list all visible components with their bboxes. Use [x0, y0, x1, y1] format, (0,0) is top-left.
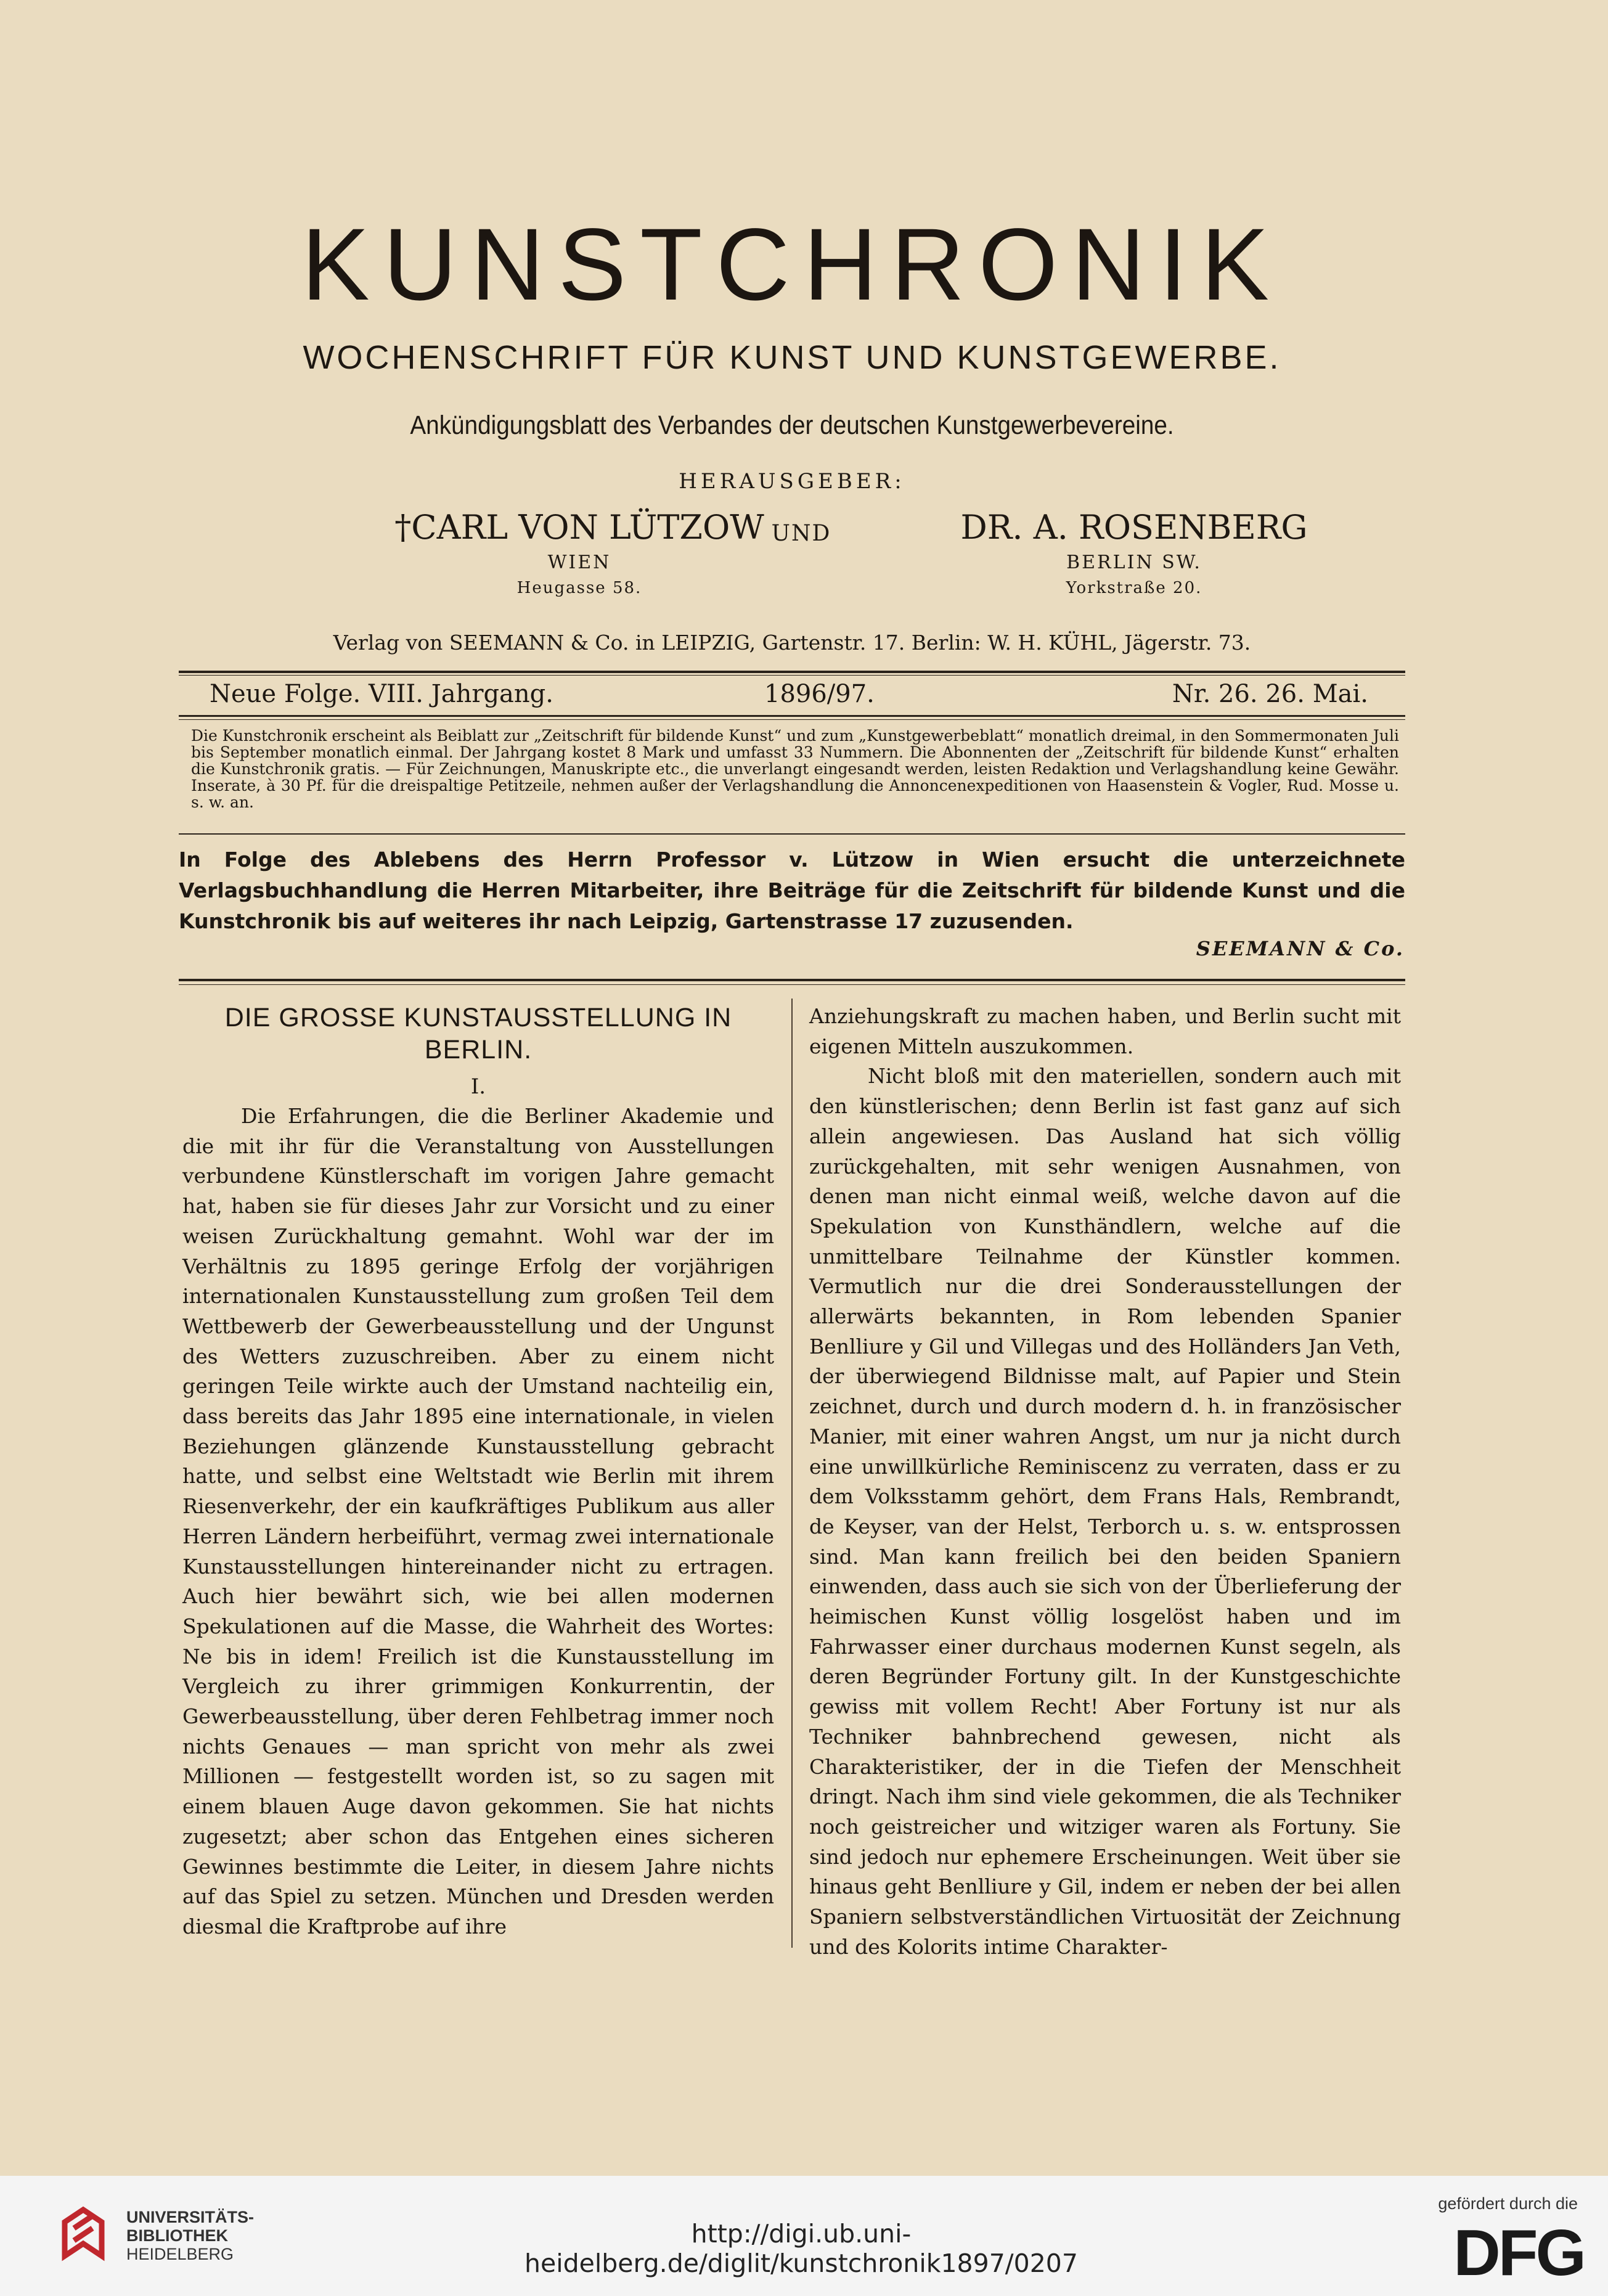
issue-year: 1896/97. [764, 680, 875, 708]
announcement-line: Ankündigungsblatt des Verbandes der deutschen Kunstgewerbevereine. [410, 411, 1174, 440]
university-library-logo-icon [59, 2200, 117, 2268]
article-paragraph: Anziehungskraft zu machen haben, und Berlin sucht mit eigenen Mitteln auszukommen. [809, 1004, 1401, 1058]
digitization-footer [0, 2176, 1608, 2296]
editor-conjunction: UND [771, 521, 831, 546]
editors-label: HERAUSGEBER: [679, 469, 905, 494]
masthead-subtitle: WOCHENSCHRIFT FÜR KUNST UND KUNSTGEWERBE. [303, 339, 1281, 376]
publisher-line: Verlag von SEEMANN & Co. in LEIPZIG, Gartenstr. 17. Berlin: W. H. KÜHL, Jägerstr. 73. [333, 631, 1251, 655]
masthead-title: KUNSTCHRONIK [301, 208, 1283, 322]
editor-right-street: Yorkstraße 20. [1066, 579, 1202, 597]
issue-rule-thin [179, 719, 1405, 720]
article-title: DIE GROSSE KUNSTAUSSTELLUNG IN BERLIN. [224, 1003, 732, 1064]
article-section-number: I. [470, 1074, 486, 1099]
issue-rule-thick [179, 715, 1405, 717]
issue-line [179, 676, 1405, 713]
header-rule-top [179, 671, 1405, 673]
subscription-notice: Die Kunstchronik erscheint als Beiblatt zur „Zeitschrift für bildende Kunst“ und zum „Kunstgewerbeblatt“ monatlich dreimal, in den Sommermonaten Juli bis September monatlich einmal. Der Jahrgang kostet 8 Mark und umfasst 33 Nummern. Die Abonnenten der „Zeitschrift für bildende Kunst“ erhalten die Kunstchronik gratis. — Für Zeichnungen, Manuskripte etc., die unverlangt eingesandt werden, leisten Redaktion und Verlagshandlung keine Gewähr. Inserate, à 30 Pf. für die dreispaltige Petitzeile, nehmen außer der Verlagshandlung die Annoncenexpeditionen von Haasenstein & Vogler, Rud. Mosse u. s. w. an. [191, 727, 1399, 811]
issue-number: Nr. 26. 26. Mai. [1172, 680, 1368, 708]
editor-left-city: WIEN [547, 552, 611, 573]
dfg-logo: DFG [1453, 2216, 1584, 2289]
notice-rule [179, 833, 1405, 835]
article-paragraph: Die Erfahrungen, die die Berliner Akademie und die mit ihr für die Veranstaltung von Ausstellungen verbundene Künstlerschaft im vorigen Jahre gemacht hat, haben sie für dieses Jahr zur Vorsicht und zu einer weisen Zurückhaltung gemahnt. Wohl war der im Verhältnis zu 1895 geringe Erfolg der vorjährigen internationalen Kunstausstellung zum großen Teil dem Wettbewerb der Gewerbeausstellung und der Ungunst des Wetters zuzuschreiben. Aber zu einem nicht geringen Teile wirkte auch der Umstand nachteilig ein, dass bereits das Jahr 1895 eine internationale, in vielen Beziehungen glänzende Kunstausstellung gebracht hatte, und selbst eine Weltstadt wie Berlin mit ihrem Riesenverkehr, der ein kaufkräftiges Publikum aus aller Herren Ländern herbeiführt, vermag zwei internationale Kunstausstellungen hintereinander nicht zu ertragen. Auch hier bewährt sich, wie bei allen modernen Spekulationen auf die Masse, die Wahrheit des Wortes: Ne bis in idem! Freilich ist die Kunstausstellung im Vergleich zu ihrer grimmigen Konkurrentin, der Gewerbeausstellung, über deren Fehlbetrag immer noch nichts Genaues — man spricht von mehr als zwei Millionen — festgestellt worden ist, so zu sagen mit einem blauen Auge davon gekommen. Sie hat nichts zugesetzt; aber schon das Entgehen eines sicheren Gewinnes bestimmte die Leiter, in diesem Jahre nichts auf das Spiel zu setzen. München und Dresden werden diesmal die Kraftprobe auf ihre [182, 1104, 774, 1939]
editor-right-name: DR. A. ROSENBERG [960, 508, 1308, 547]
library-name-line2: BIBLIOTHEK [126, 2226, 228, 2245]
editor-left-name: †CARL VON LÜTZOW [394, 508, 764, 547]
article-column-right [809, 1002, 1401, 1963]
article-column-left [182, 1002, 774, 1942]
permalink-url[interactable]: http://digi.ub.uni-heidelberg.de/diglit/kunstchronik1897/0207 [524, 2219, 1078, 2278]
section-rule-thin [179, 984, 1405, 985]
publisher-signature: SEEMANN & Co. [1196, 937, 1405, 960]
library-name [126, 2208, 254, 2263]
funding-label: gefördert durch die [1438, 2194, 1578, 2213]
column-divider [791, 999, 793, 1948]
section-rule-thick [179, 979, 1405, 981]
editor-left [345, 505, 814, 600]
library-name-line3: HEIDELBERG [126, 2245, 234, 2263]
editor-left-street: Heugasse 58. [516, 579, 642, 597]
issue-series: Neue Folge. VIII. Jahrgang. [210, 680, 553, 708]
editor-right-city: BERLIN SW. [1066, 552, 1202, 573]
library-name-line1: UNIVERSITÄTS- [126, 2208, 255, 2226]
editor-right [900, 505, 1368, 600]
publisher-announcement: In Folge des Ablebens des Herrn Professor v. Lützow in Wien ersucht die unterzeichnete Verlagsbuchhandlung die Herren Mitarbeiter, ihre Beiträge für die Zeitschrift für bildende Kunst und die Kunstchronik bis auf weiteres ihr nach Leipzig, Gartenstrasse 17 zuzusenden. [179, 848, 1405, 933]
article-paragraph: Nicht bloß mit den materiellen, sondern auch mit den künstlerischen; denn Berlin ist fast ganz auf sich allein angewiesen. Das Ausland hat sich völlig zurückgehalten, mit sehr wenigen Ausnahmen, von denen man nicht einmal weiß, welche davon auf die Spekulation von Kunsthändlern, welche auf die unmittelbare Teilnahme der Künstler kommen. Vermutlich nur die drei Sonderausstellungen der allerwärts bekannten, in Rom lebenden Spanier Benlliure y Gil und Villegas und des Holländers Jan Veth, der überwiegend Bildnisse malt, auf Papier und Stein zeichnet, durch und durch modern d. h. in französischer Manier, mit einer wahren Angst, um nur ja nicht durch eine unwillkürliche Reminiscenz zu verraten, dass er zu dem Volksstamm gehört, dem Frans Hals, Rembrandt, de Keyser, van der Helst, Terborch u. s. w. entsprossen sind. Man kann freilich bei den beiden Spaniern einwenden, dass auch sie sich von der Überlieferung der heimischen Kunst völlig losgelöst haben und im Fahrwasser einer durchaus modernen Kunst segeln, als deren Begründer Fortuny gilt. In der Kunstgeschichte gewiss mit vollem Recht! Aber Fortuny ist nur als Techniker bahnbrechend gewesen, nicht als Charakteristiker, der in die Tiefen der Menschheit dringt. Nach ihm sind viele gekommen, die als Techniker noch geistreicher und witziger waren als Fortuny. Sie sind jedoch nur ephemere Erscheinungen. Weit über sie hinaus geht Benlliure y Gil, indem er neben der bei allen Spaniern selbstverständlichen Virtuosität der Zeichnung und des Kolorits intime Charakter- [809, 1064, 1401, 1959]
